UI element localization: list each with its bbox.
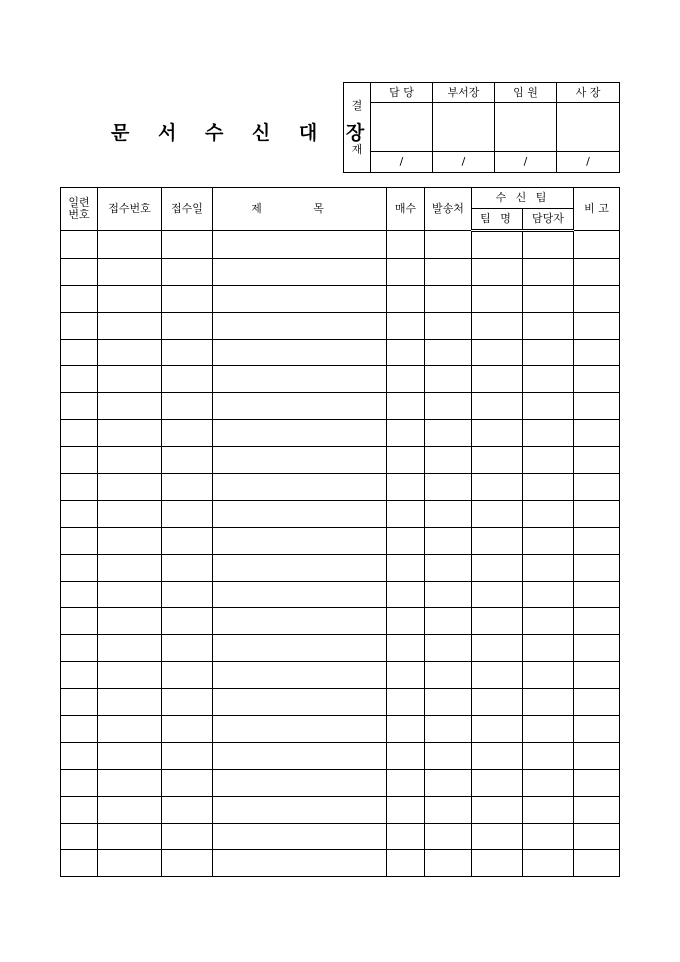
cell-subject[interactable] (213, 742, 387, 769)
cell-page-count[interactable] (387, 554, 425, 581)
col-receiving-team: 수 신 팀 (472, 188, 574, 209)
cell-subject[interactable] (213, 527, 387, 554)
cell-subject[interactable] (213, 447, 387, 474)
cell-team-name[interactable] (472, 393, 523, 420)
cell-receipt-date[interactable] (162, 769, 213, 796)
cell-receipt-date[interactable] (162, 662, 213, 689)
table-row (61, 689, 620, 716)
cell-subject[interactable] (213, 500, 387, 527)
cell-person-in-charge[interactable] (523, 258, 574, 285)
table-row (61, 393, 620, 420)
cell-person-in-charge[interactable] (523, 662, 574, 689)
cell-team-name[interactable] (472, 662, 523, 689)
cell-serial[interactable] (61, 716, 98, 743)
cell-page-count[interactable] (387, 366, 425, 393)
role-president: 사 장 (557, 83, 620, 103)
table-row (61, 420, 620, 447)
cell-person-in-charge[interactable] (523, 742, 574, 769)
table-row (61, 474, 620, 501)
role-dept-head: 부서장 (433, 83, 495, 103)
cell-remarks[interactable] (574, 608, 620, 635)
table-row (61, 850, 620, 877)
cell-person-in-charge[interactable] (523, 474, 574, 501)
cell-person-in-charge[interactable] (523, 366, 574, 393)
cell-team-name[interactable] (472, 285, 523, 312)
cell-receipt-number[interactable] (98, 608, 162, 635)
ledger-body (61, 231, 620, 877)
cell-receipt-date[interactable] (162, 850, 213, 877)
cell-page-count[interactable] (387, 527, 425, 554)
approval-side-label (344, 83, 371, 173)
cell-page-count[interactable] (387, 474, 425, 501)
cell-remarks[interactable] (574, 742, 620, 769)
cell-remarks[interactable] (574, 231, 620, 259)
cell-serial[interactable] (61, 285, 98, 312)
cell-person-in-charge[interactable] (523, 689, 574, 716)
cell-remarks[interactable] (574, 474, 620, 501)
cell-page-count[interactable] (387, 796, 425, 823)
cell-team-name[interactable] (472, 339, 523, 366)
table-row (61, 608, 620, 635)
cell-remarks[interactable] (574, 635, 620, 662)
table-row (61, 635, 620, 662)
cell-page-count[interactable] (387, 742, 425, 769)
cell-sender[interactable] (425, 420, 472, 447)
cell-subject[interactable] (213, 231, 387, 259)
cell-remarks[interactable] (574, 500, 620, 527)
table-row (61, 662, 620, 689)
table-row (61, 742, 620, 769)
cell-team-name[interactable] (472, 769, 523, 796)
cell-receipt-date[interactable] (162, 716, 213, 743)
cell-team-name[interactable] (472, 258, 523, 285)
cell-serial[interactable] (61, 393, 98, 420)
table-row (61, 581, 620, 608)
cell-team-name[interactable] (472, 500, 523, 527)
page-title: 문 서 수 신 대 장 (111, 122, 376, 144)
cell-team-name[interactable] (472, 366, 523, 393)
cell-remarks[interactable] (574, 662, 620, 689)
col-serial-number: 일련 번호 (61, 188, 98, 231)
cell-team-name[interactable] (472, 716, 523, 743)
cell-receipt-number[interactable] (98, 662, 162, 689)
cell-page-count[interactable] (387, 447, 425, 474)
cell-subject[interactable] (213, 662, 387, 689)
cell-remarks[interactable] (574, 823, 620, 850)
cell-person-in-charge[interactable] (523, 285, 574, 312)
cell-serial[interactable] (61, 689, 98, 716)
cell-page-count[interactable] (387, 285, 425, 312)
cell-receipt-number[interactable] (98, 716, 162, 743)
cell-remarks[interactable] (574, 850, 620, 877)
table-row (61, 339, 620, 366)
cell-person-in-charge[interactable] (523, 339, 574, 366)
col-sender: 발송처 (425, 188, 472, 231)
cell-receipt-date[interactable] (162, 339, 213, 366)
cell-person-in-charge[interactable] (523, 393, 574, 420)
cell-remarks[interactable] (574, 581, 620, 608)
cell-serial[interactable] (61, 796, 98, 823)
cell-receipt-number[interactable] (98, 823, 162, 850)
signature-cell-dept-head[interactable] (433, 103, 495, 152)
col-team-name: 팀 명 (472, 209, 523, 231)
cell-person-in-charge[interactable] (523, 420, 574, 447)
cell-serial[interactable] (61, 823, 98, 850)
date-cell-executive[interactable]: / (495, 152, 557, 173)
cell-page-count[interactable] (387, 689, 425, 716)
cell-remarks[interactable] (574, 689, 620, 716)
cell-serial[interactable] (61, 312, 98, 339)
col-person-in-charge: 담당자 (523, 209, 574, 231)
cell-page-count[interactable] (387, 500, 425, 527)
cell-receipt-number[interactable] (98, 635, 162, 662)
cell-serial[interactable] (61, 231, 98, 259)
cell-receipt-date[interactable] (162, 258, 213, 285)
cell-team-name[interactable] (472, 527, 523, 554)
cell-page-count[interactable] (387, 420, 425, 447)
cell-serial[interactable] (61, 608, 98, 635)
cell-receipt-number[interactable] (98, 500, 162, 527)
cell-receipt-number[interactable] (98, 689, 162, 716)
cell-person-in-charge[interactable] (523, 850, 574, 877)
cell-person-in-charge[interactable] (523, 796, 574, 823)
cell-receipt-number[interactable] (98, 366, 162, 393)
cell-receipt-number[interactable] (98, 312, 162, 339)
cell-receipt-date[interactable] (162, 474, 213, 501)
table-row (61, 823, 620, 850)
cell-sender[interactable] (425, 258, 472, 285)
cell-sender[interactable] (425, 393, 472, 420)
cell-sender[interactable] (425, 231, 472, 259)
cell-subject[interactable] (213, 339, 387, 366)
cell-subject[interactable] (213, 285, 387, 312)
cell-serial[interactable] (61, 420, 98, 447)
cell-receipt-number[interactable] (98, 231, 162, 259)
cell-subject[interactable] (213, 420, 387, 447)
cell-receipt-date[interactable] (162, 689, 213, 716)
cell-remarks[interactable] (574, 339, 620, 366)
cell-team-name[interactable] (472, 231, 523, 259)
cell-serial[interactable] (61, 527, 98, 554)
cell-sender[interactable] (425, 689, 472, 716)
cell-team-name[interactable] (472, 420, 523, 447)
cell-receipt-number[interactable] (98, 554, 162, 581)
cell-person-in-charge[interactable] (523, 635, 574, 662)
cell-team-name[interactable] (472, 796, 523, 823)
cell-remarks[interactable] (574, 527, 620, 554)
cell-receipt-date[interactable] (162, 554, 213, 581)
cell-subject[interactable] (213, 581, 387, 608)
cell-sender[interactable] (425, 742, 472, 769)
table-row (61, 716, 620, 743)
cell-sender[interactable] (425, 608, 472, 635)
col-subject: 제 목 (213, 188, 387, 231)
cell-person-in-charge[interactable] (523, 823, 574, 850)
table-row (61, 500, 620, 527)
cell-receipt-number[interactable] (98, 447, 162, 474)
cell-sender[interactable] (425, 366, 472, 393)
cell-team-name[interactable] (472, 608, 523, 635)
cell-person-in-charge[interactable] (523, 716, 574, 743)
table-row (61, 769, 620, 796)
cell-receipt-number[interactable] (98, 796, 162, 823)
cell-serial[interactable] (61, 258, 98, 285)
cell-receipt-number[interactable] (98, 339, 162, 366)
cell-team-name[interactable] (472, 742, 523, 769)
cell-person-in-charge[interactable] (523, 231, 574, 259)
cell-subject[interactable] (213, 823, 387, 850)
cell-receipt-date[interactable] (162, 285, 213, 312)
cell-receipt-date[interactable] (162, 447, 213, 474)
col-receipt-date: 접수일 (162, 188, 213, 231)
table-row (61, 366, 620, 393)
cell-sender[interactable] (425, 716, 472, 743)
cell-page-count[interactable] (387, 339, 425, 366)
cell-team-name[interactable] (472, 447, 523, 474)
cell-person-in-charge[interactable] (523, 527, 574, 554)
cell-page-count[interactable] (387, 716, 425, 743)
approval-box (343, 82, 620, 173)
cell-sender[interactable] (425, 769, 472, 796)
cell-sender[interactable] (425, 500, 472, 527)
cell-sender[interactable] (425, 662, 472, 689)
cell-sender[interactable] (425, 554, 472, 581)
cell-remarks[interactable] (574, 447, 620, 474)
cell-remarks[interactable] (574, 554, 620, 581)
cell-receipt-date[interactable] (162, 366, 213, 393)
cell-remarks[interactable] (574, 769, 620, 796)
approval-label-top: 결 (351, 98, 363, 112)
cell-receipt-date[interactable] (162, 312, 213, 339)
table-row (61, 258, 620, 285)
cell-team-name[interactable] (472, 850, 523, 877)
date-cell-president[interactable]: / (557, 152, 620, 173)
col-receipt-number: 접수번호 (98, 188, 162, 231)
cell-receipt-date[interactable] (162, 231, 213, 259)
cell-subject[interactable] (213, 366, 387, 393)
table-row (61, 231, 620, 259)
cell-person-in-charge[interactable] (523, 608, 574, 635)
cell-sender[interactable] (425, 850, 472, 877)
cell-subject[interactable] (213, 769, 387, 796)
cell-serial[interactable] (61, 474, 98, 501)
cell-receipt-date[interactable] (162, 527, 213, 554)
cell-sender[interactable] (425, 823, 472, 850)
cell-remarks[interactable] (574, 716, 620, 743)
table-row (61, 447, 620, 474)
cell-person-in-charge[interactable] (523, 581, 574, 608)
cell-receipt-number[interactable] (98, 393, 162, 420)
signature-cell-staff[interactable] (371, 103, 433, 152)
cell-receipt-date[interactable] (162, 608, 213, 635)
cell-remarks[interactable] (574, 312, 620, 339)
signature-cell-president[interactable] (557, 103, 620, 152)
cell-serial[interactable] (61, 581, 98, 608)
table-row (61, 312, 620, 339)
cell-sender[interactable] (425, 312, 472, 339)
cell-remarks[interactable] (574, 796, 620, 823)
cell-page-count[interactable] (387, 608, 425, 635)
cell-remarks[interactable] (574, 366, 620, 393)
cell-subject[interactable] (213, 393, 387, 420)
cell-subject[interactable] (213, 796, 387, 823)
cell-subject[interactable] (213, 850, 387, 877)
cell-remarks[interactable] (574, 420, 620, 447)
cell-serial[interactable] (61, 662, 98, 689)
cell-serial[interactable] (61, 554, 98, 581)
cell-person-in-charge[interactable] (523, 500, 574, 527)
table-row (61, 527, 620, 554)
cell-page-count[interactable] (387, 769, 425, 796)
cell-team-name[interactable] (472, 581, 523, 608)
table-row (61, 554, 620, 581)
approval-label-bottom: 재 (351, 142, 363, 156)
cell-sender[interactable] (425, 796, 472, 823)
cell-serial[interactable] (61, 339, 98, 366)
role-executive: 임 원 (495, 83, 557, 103)
cell-receipt-number[interactable] (98, 527, 162, 554)
cell-serial[interactable] (61, 742, 98, 769)
cell-receipt-number[interactable] (98, 285, 162, 312)
table-row (61, 285, 620, 312)
cell-sender[interactable] (425, 447, 472, 474)
cell-subject[interactable] (213, 635, 387, 662)
cell-sender[interactable] (425, 581, 472, 608)
cell-team-name[interactable] (472, 635, 523, 662)
receipt-ledger-table (60, 187, 620, 877)
cell-subject[interactable] (213, 608, 387, 635)
cell-sender[interactable] (425, 635, 472, 662)
cell-remarks[interactable] (574, 393, 620, 420)
cell-page-count[interactable] (387, 312, 425, 339)
cell-receipt-date[interactable] (162, 420, 213, 447)
cell-page-count[interactable] (387, 662, 425, 689)
cell-team-name[interactable] (472, 554, 523, 581)
cell-person-in-charge[interactable] (523, 554, 574, 581)
cell-page-count[interactable] (387, 393, 425, 420)
cell-team-name[interactable] (472, 689, 523, 716)
cell-receipt-number[interactable] (98, 742, 162, 769)
cell-subject[interactable] (213, 716, 387, 743)
cell-receipt-number[interactable] (98, 850, 162, 877)
cell-sender[interactable] (425, 527, 472, 554)
signature-cell-executive[interactable] (495, 103, 557, 152)
cell-subject[interactable] (213, 554, 387, 581)
cell-receipt-number[interactable] (98, 581, 162, 608)
role-staff: 담 당 (371, 83, 433, 103)
cell-page-count[interactable] (387, 823, 425, 850)
cell-subject[interactable] (213, 474, 387, 501)
cell-serial[interactable] (61, 500, 98, 527)
cell-receipt-date[interactable] (162, 581, 213, 608)
date-cell-dept-head[interactable]: / (433, 152, 495, 173)
date-cell-staff[interactable]: / (371, 152, 433, 173)
cell-serial[interactable] (61, 769, 98, 796)
cell-subject[interactable] (213, 258, 387, 285)
col-remarks: 비 고 (574, 188, 620, 231)
table-row (61, 796, 620, 823)
cell-serial[interactable] (61, 447, 98, 474)
cell-receipt-date[interactable] (162, 796, 213, 823)
cell-serial[interactable] (61, 366, 98, 393)
cell-receipt-number[interactable] (98, 420, 162, 447)
cell-person-in-charge[interactable] (523, 769, 574, 796)
cell-sender[interactable] (425, 339, 472, 366)
cell-receipt-date[interactable] (162, 823, 213, 850)
cell-sender[interactable] (425, 285, 472, 312)
cell-page-count[interactable] (387, 231, 425, 259)
cell-team-name[interactable] (472, 823, 523, 850)
cell-receipt-number[interactable] (98, 258, 162, 285)
cell-serial[interactable] (61, 850, 98, 877)
cell-subject[interactable] (213, 689, 387, 716)
cell-page-count[interactable] (387, 635, 425, 662)
cell-receipt-number[interactable] (98, 769, 162, 796)
cell-page-count[interactable] (387, 850, 425, 877)
cell-receipt-number[interactable] (98, 474, 162, 501)
cell-remarks[interactable] (574, 258, 620, 285)
cell-receipt-date[interactable] (162, 635, 213, 662)
cell-page-count[interactable] (387, 581, 425, 608)
cell-receipt-date[interactable] (162, 500, 213, 527)
cell-team-name[interactable] (472, 312, 523, 339)
cell-sender[interactable] (425, 474, 472, 501)
cell-person-in-charge[interactable] (523, 312, 574, 339)
col-page-count: 매수 (387, 188, 425, 231)
cell-receipt-date[interactable] (162, 742, 213, 769)
cell-subject[interactable] (213, 312, 387, 339)
cell-page-count[interactable] (387, 258, 425, 285)
cell-person-in-charge[interactable] (523, 447, 574, 474)
cell-remarks[interactable] (574, 285, 620, 312)
cell-team-name[interactable] (472, 474, 523, 501)
cell-serial[interactable] (61, 635, 98, 662)
cell-receipt-date[interactable] (162, 393, 213, 420)
